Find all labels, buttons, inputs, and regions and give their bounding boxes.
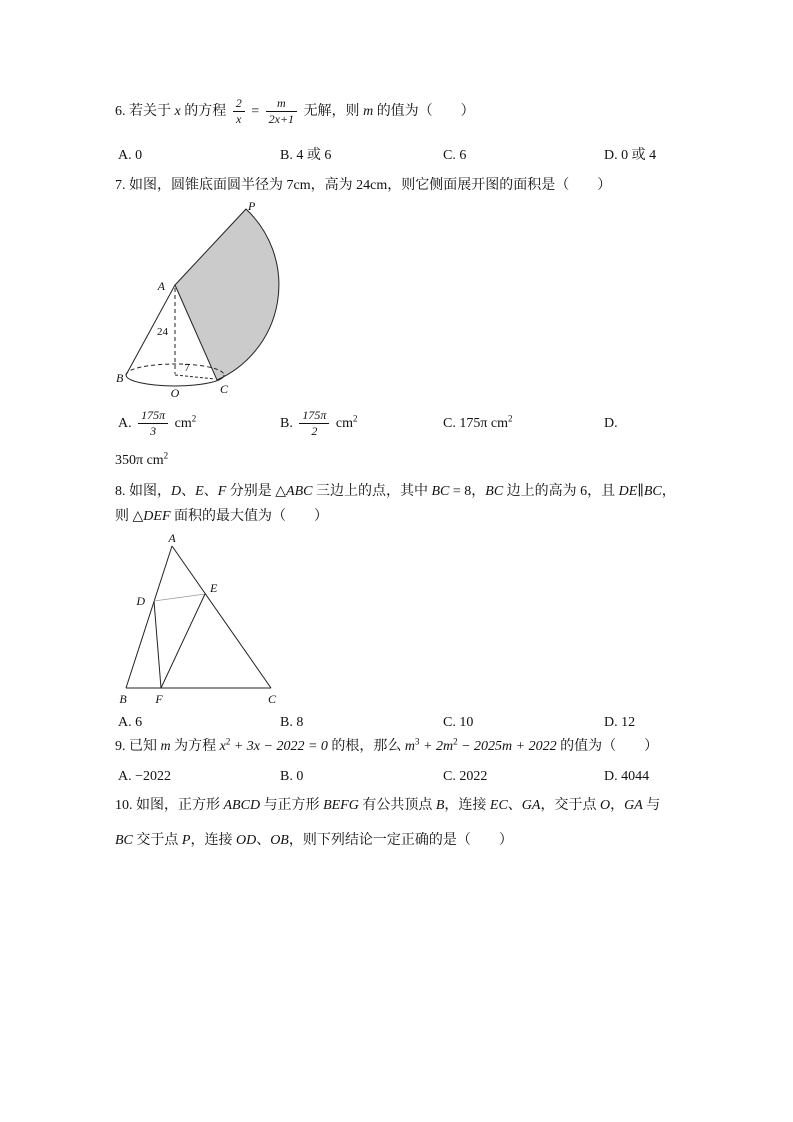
text-run: OD [235,833,257,848]
label-a: A [157,279,165,293]
question-7-options [115,406,715,439]
q8-option-d: D. 12 [604,715,636,730]
text-run: EC [489,798,508,813]
superscript: 2 [352,413,358,424]
q8-option-b: B. 8 [280,715,304,730]
cone-figure [115,198,315,403]
text-run: 分别是 △ [226,484,287,499]
text-run: x [219,739,226,754]
question-6-text [115,94,715,130]
text-run: BC [485,484,504,499]
label-height-24: 24 [157,326,168,338]
label-c: C [267,692,277,706]
text-run: B. [280,416,297,431]
label-d: D [136,594,145,608]
text-run: 10. 如图，正方形 [115,798,224,813]
q7-option-d [604,406,618,442]
label-o: O [170,386,180,400]
text-run: O [599,798,611,813]
label-a: A [168,533,176,545]
label-e: E [210,581,218,595]
text-run: 8. 如图， [115,484,171,499]
text-run: ， [610,798,625,813]
q6-option-b: B. 4 或 6 [280,148,332,163]
text-run: 则 △ [115,509,144,524]
question-6-options [115,146,715,166]
text-run: D. [604,416,618,431]
q9-option-a: A. −2022 [118,769,172,784]
text-run: P [181,833,191,848]
triangle-figure [115,533,285,708]
q6-option-d: D. 0 或 4 [604,148,657,163]
q9-option-d: D. 4044 [604,769,650,784]
text-run: ，连接 [190,833,236,848]
text-run: DEF [143,509,171,524]
text-run: + 2m [419,739,454,754]
q6-option-c: C. 6 [443,148,467,163]
question-7-text: 7. 如图，圆锥底面圆半径为 7cm，高为 24cm，则它侧面展开图的面积是（ ） [115,178,612,193]
text-run: = [247,104,263,119]
text-run: 的值为（ ） [373,104,475,119]
q9-option-c: C. 2022 [443,769,488,784]
text-run: 为方程 [170,739,220,754]
text-run: BEFG [323,798,359,813]
text-run: ABCD [223,798,261,813]
text-run: m [404,739,416,754]
text-run: 、 [507,798,522,813]
text-run: 有公共顶点 [358,798,436,813]
text-run: C. 175π cm [443,416,509,431]
fraction: $\frac{175\pi}{2}$ [299,408,329,439]
question-7-option-d-continued [115,451,715,471]
text-run: ，交于点 [540,798,600,813]
text-run: cm [332,416,353,431]
label-radius-7: 7 [184,362,190,374]
label-c: C [220,382,229,396]
content-column [115,0,681,1122]
base-ellipse-front [126,375,224,386]
triangle-figure-svg [115,533,285,708]
q9-option-b: B. 0 [280,769,304,784]
question-9-text [115,737,715,757]
q7-option-c [443,406,513,442]
text-run: ∥ [637,484,644,499]
text-run: x [174,104,181,119]
text-run: 面积的最大值为（ ） [170,509,328,524]
lateral-sector [175,209,279,380]
q6-option-a: A. 0 [118,148,143,163]
text-run: 与正方形 [260,798,324,813]
text-run: 三边上的点，其中 [312,484,432,499]
label-b: B [116,371,124,385]
side-ac [172,546,271,688]
segment-df [154,601,161,688]
fraction: $\frac{175\pi}{3}$ [138,408,168,439]
q8-option-a: A. 6 [118,715,143,730]
text-run: BC [115,833,133,848]
superscript: 2 [508,413,513,424]
label-p: P [248,199,256,213]
text-run: GA [521,798,541,813]
text-run: 6. 若关于 [115,104,175,119]
text-run: m [363,104,374,119]
cone-radius-line [175,375,215,379]
question-10-text-line1 [115,796,715,816]
text-run: 、 [256,833,271,848]
cone-figure-svg [115,198,315,403]
text-run: GA [624,798,643,813]
text-run: F [217,484,227,499]
text-run: 与 [642,798,661,813]
text-run: 交于点 [132,833,182,848]
text-run: 的方程 [180,104,230,119]
text-run: DE [618,484,638,499]
q7-option-a [118,406,196,442]
question-10-text-line2 [115,831,715,851]
text-run: 的值为（ ） [556,739,659,754]
segment-de [154,594,205,601]
fraction: $\frac{m}{2x+1}$ [266,96,297,127]
text-run: 9. 已知 [115,739,161,754]
question-8-text-line1 [115,482,715,502]
text-run: m [160,739,171,754]
text-run: BC [431,484,450,499]
text-run: ，连接 [444,798,490,813]
question-8-options [115,713,715,733]
text-run: 的根，那么 [327,739,405,754]
text-run: − 2025m + 2022 [457,739,557,754]
superscript: 2 [163,450,169,461]
text-run: BC [643,484,662,499]
text-run: cm [171,416,192,431]
label-f: F [155,692,163,706]
superscript: 2 [225,736,231,747]
text-run: A. [118,416,136,431]
text-run: 350π cm [115,453,164,468]
text-run: + 3x − 2022 = 0 [230,739,328,754]
text-run: = 8， [449,484,486,499]
text-run: OB [270,833,289,848]
text-run: B [435,798,445,813]
question-9-options [115,767,715,787]
text-run: D [171,484,182,499]
q8-option-c: C. 10 [443,715,474,730]
label-b: B [119,692,127,706]
text-run: ， [661,484,676,499]
text-run: ABC [286,484,313,499]
text-run: E [195,484,204,499]
q7-option-b [280,406,357,442]
fraction: $\frac{2}{x}$ [233,96,245,127]
text-run: 无解，则 [300,104,364,119]
text-run: ，则下列结论一定正确的是（ ） [288,833,513,848]
segment-ef [161,594,205,688]
text-run: 边上的高为 6，且 [503,484,619,499]
question-8-text-line2 [115,507,715,527]
superscript: 2 [191,413,197,424]
text-run: 、 [181,484,196,499]
superscript: 3 [415,736,420,747]
side-ab [126,546,172,688]
text-run: 、 [203,484,218,499]
superscript: 2 [453,736,458,747]
